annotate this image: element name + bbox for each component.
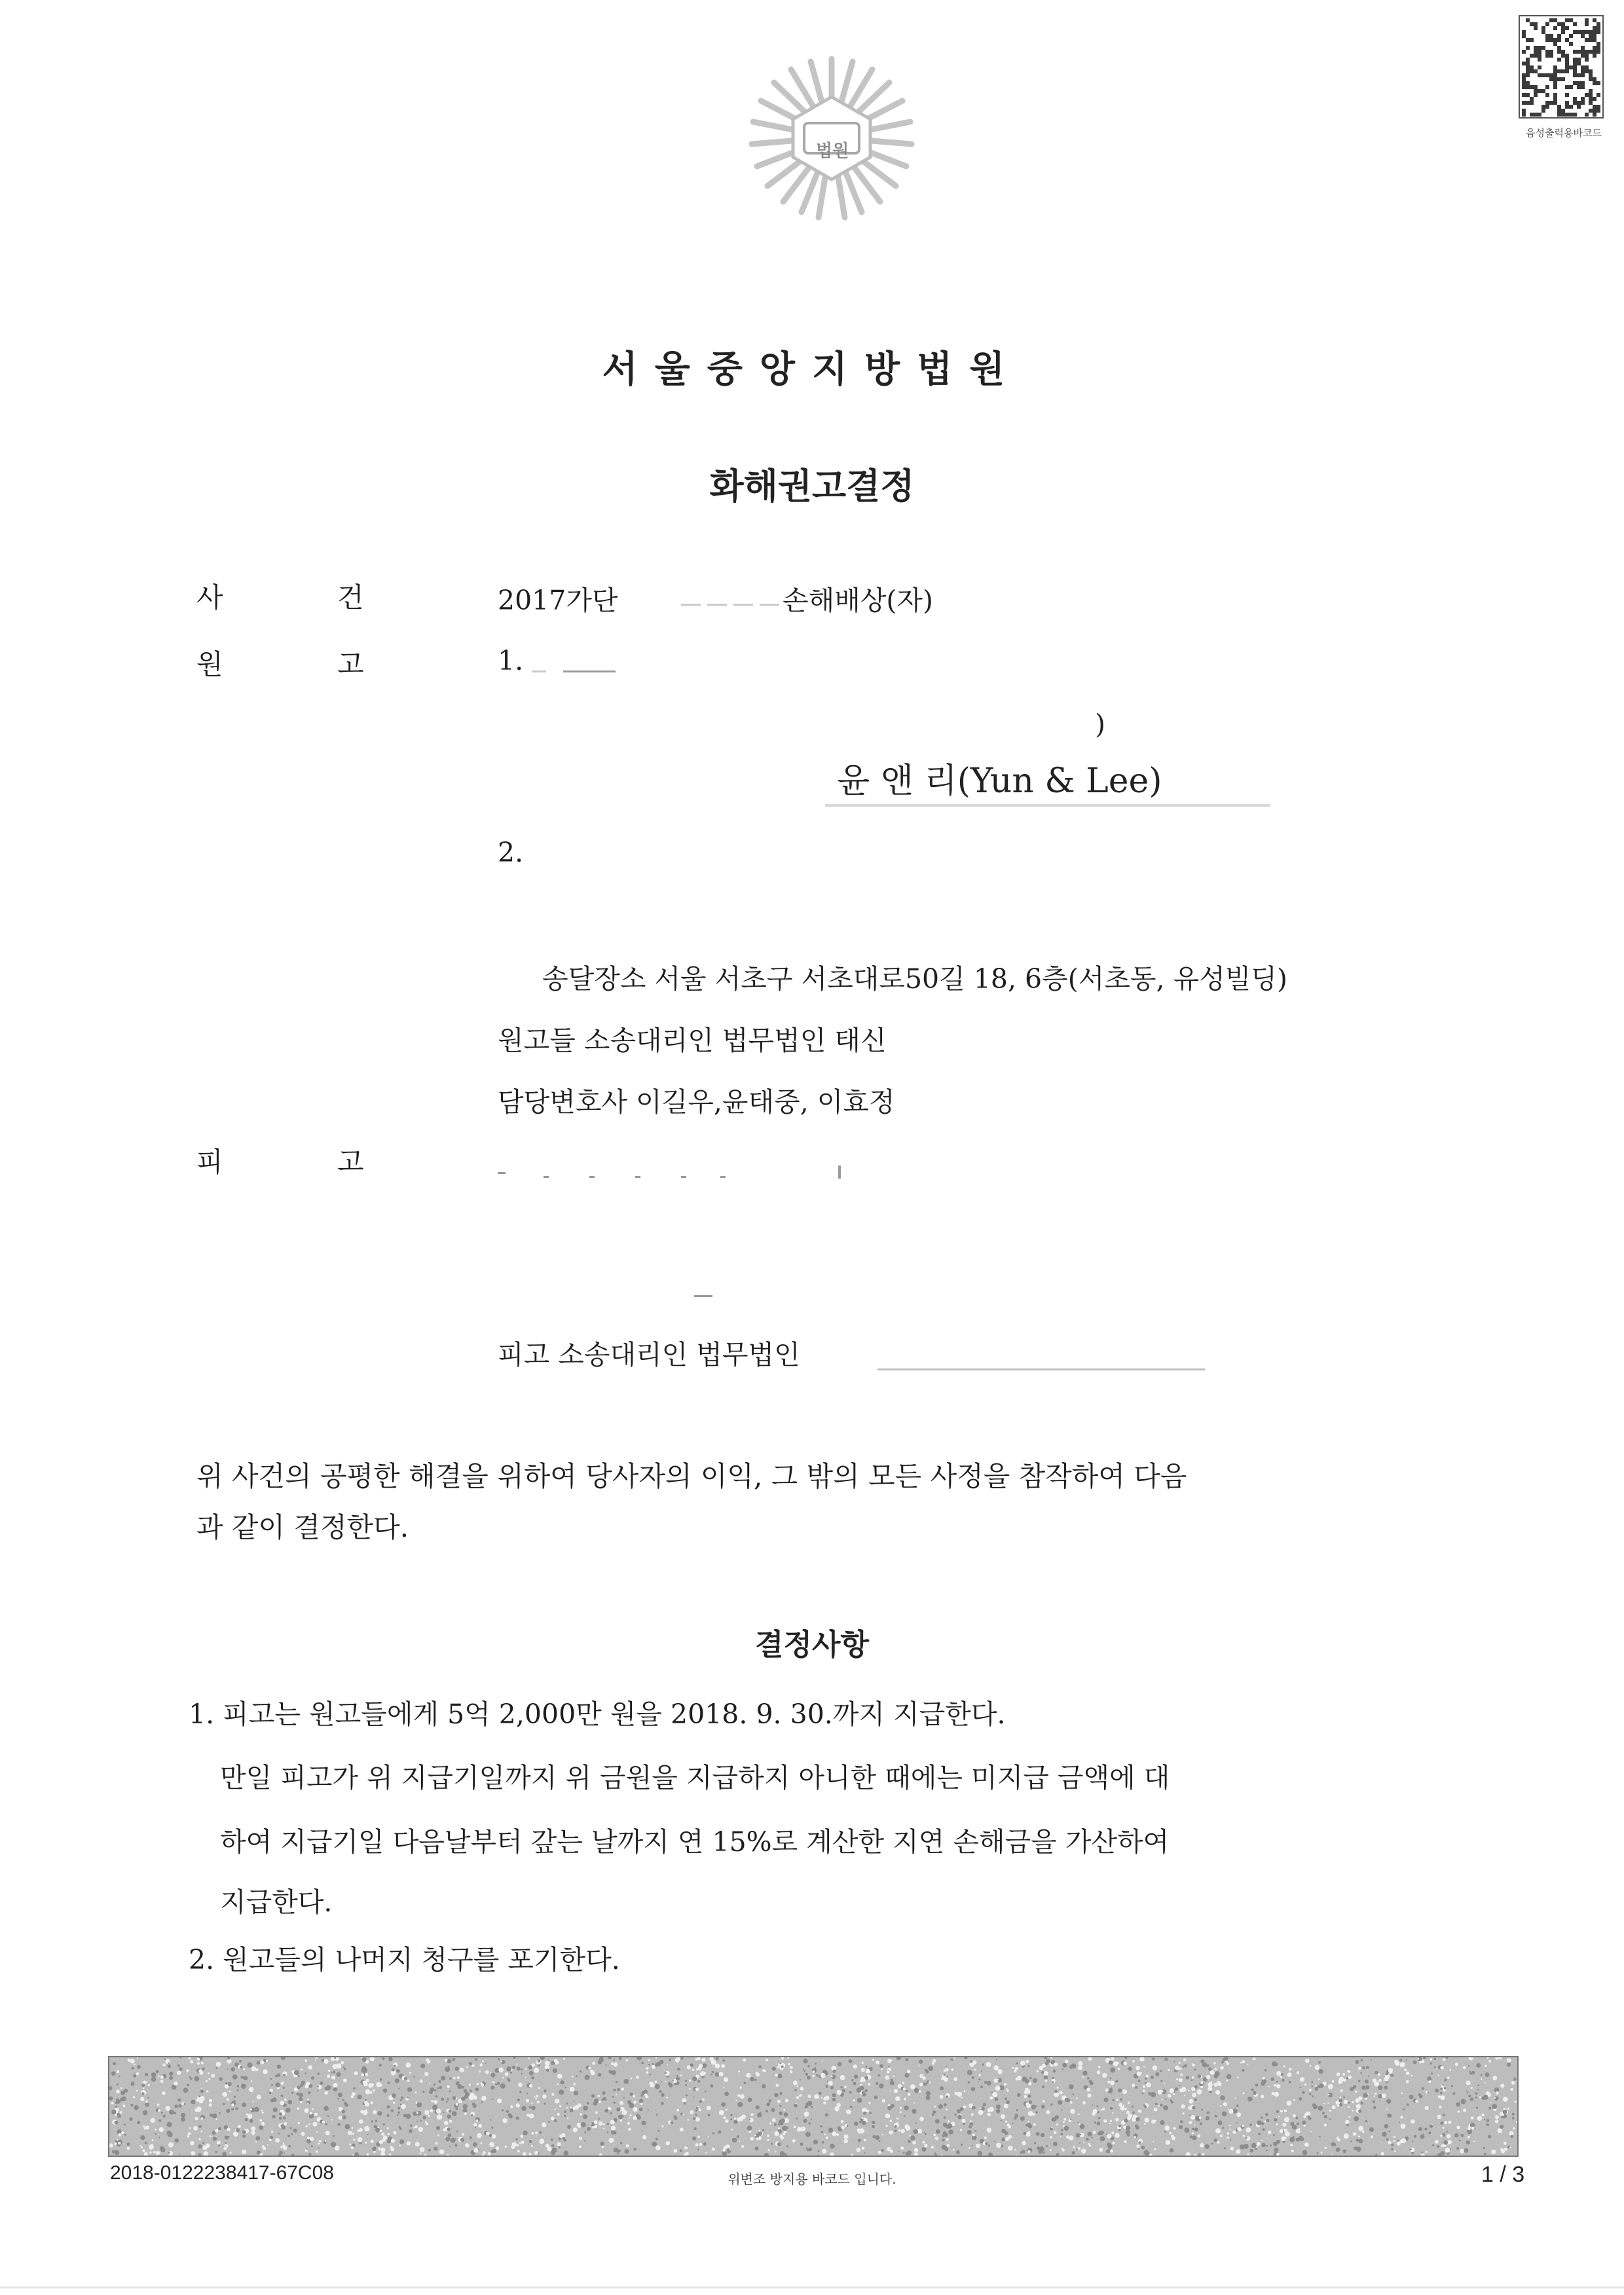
case-number: 2017가단 (498, 585, 618, 616)
defendant-label-2: 고 (337, 1146, 364, 1178)
decision-heading: 결정사항 (755, 1627, 869, 1662)
plaintiff-item-1: 1. (498, 645, 524, 676)
plaintiff-label-1: 원 (196, 648, 223, 680)
qr-code-icon (1518, 14, 1604, 119)
decision-item-1-cont-2: 하여 지급기일 다음날부터 갚는 날까지 연 15%로 계산한 지연 손해금을 가산하여 (220, 1826, 1170, 1858)
barcode-pattern-icon (109, 2057, 1517, 2156)
service-address: 송달장소 서울 서초구 서초대로50길 18, 6층(서초동, 유성빌딩) (542, 963, 1288, 995)
law-firm-stamp: 윤 앤 리(Yun & Lee) (837, 762, 1162, 801)
document-title: 화해권고결정 (709, 466, 915, 507)
anti-forgery-barcode (108, 2056, 1519, 2157)
qr-caption: 음성출력용바코드 (1526, 127, 1602, 139)
case-label-2: 건 (337, 581, 364, 614)
defendant-attorney: 피고 소송대리인 법무법인 (498, 1339, 800, 1370)
page-number: 1 / 3 (1481, 2162, 1525, 2187)
case-name: 손해배상(자) (783, 585, 934, 616)
intro-line-1: 위 사건의 공평한 해결을 위하여 당사자의 이익, 그 밖의 모든 사정을 참작하여 다음 (196, 1460, 1187, 1492)
plaintiff-lawyers: 담당변호사 이길우,윤태중, 이효정 (498, 1086, 895, 1118)
case-label-1: 사 (196, 581, 223, 614)
intro-line-2: 과 같이 결정한다. (196, 1511, 409, 1543)
decision-item-2: 2. 원고들의 나머지 청구를 포기한다. (189, 1944, 620, 1975)
court-name: 서울중앙지방법원 (602, 348, 1022, 391)
emblem-text: 법원 (816, 141, 849, 161)
document-number: 2018-0122238417-67C08 (110, 2162, 334, 2184)
plaintiff-closing-paren: ) (1095, 708, 1105, 740)
decision-item-1: 1. 피고는 원고들에게 5억 2,000만 원을 2018. 9. 30.까지 지급한다. (189, 1698, 1006, 1730)
plaintiff-attorney: 원고들 소송대리인 법무법인 태신 (498, 1025, 887, 1056)
plaintiff-label-2: 고 (337, 648, 364, 680)
decision-item-1-cont-3: 지급한다. (220, 1886, 333, 1918)
decision-item-1-cont-1: 만일 피고가 위 지급기일까지 위 금원을 지급하지 아니한 때에는 미지급 금액에 대 (220, 1762, 1170, 1793)
defendant-label-1: 피 (196, 1146, 223, 1178)
barcode-caption: 위변조 방지용 바코드 입니다. (728, 2171, 896, 2187)
plaintiff-item-2: 2. (498, 837, 524, 868)
